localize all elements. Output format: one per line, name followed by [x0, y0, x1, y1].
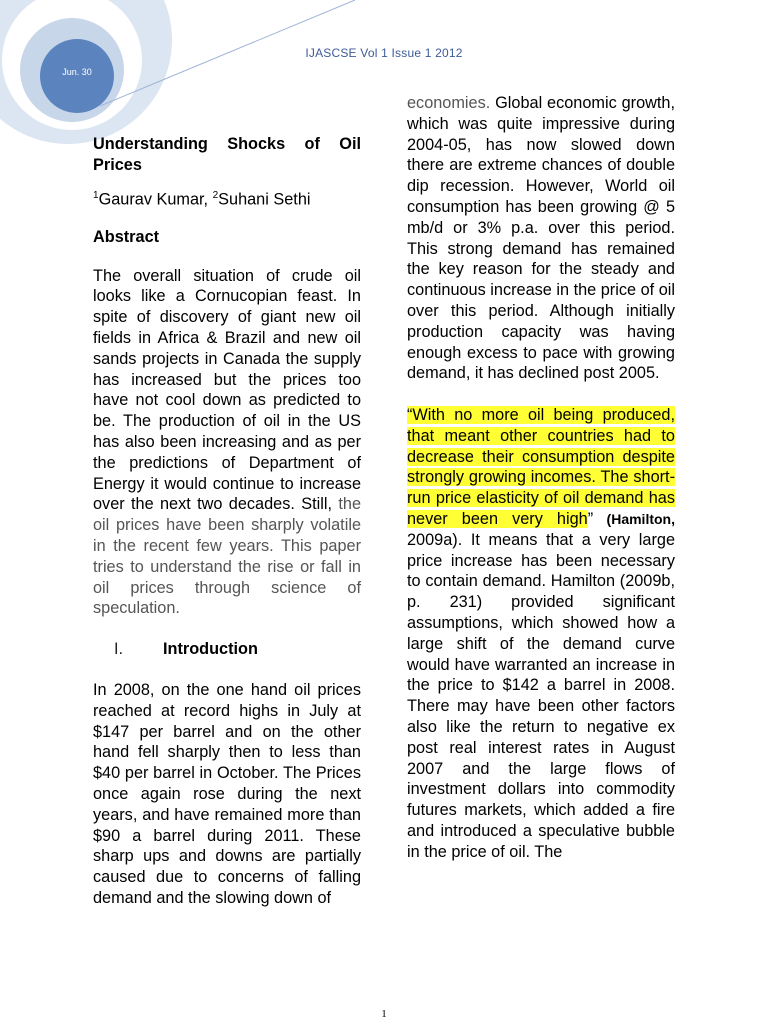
author2-number: 2	[212, 189, 219, 201]
right-paragraph-1	[407, 93, 675, 384]
highlighted-quote: “With no more oil being produced, that meant other countries had to decrease their consumption despite strongly growing incomes. The short-run price elasticity of oil demand has never been very high	[407, 405, 675, 528]
paragraph-gap	[407, 384, 675, 405]
section-heading	[93, 639, 361, 660]
abstract-heading: Abstract	[93, 227, 160, 246]
abstract-gray: the oil prices have been sharply volatile in the recent few years. This paper tries to understand the rise or fall in oil prices through science of speculation.	[93, 495, 361, 618]
right-para1-text: Global economic growth, which was quite impressive during 2004-05, has now slowed down there are extreme chances of double dip recession. However, World oil consumption has been growing @ 5 mb/d or 3% p.a. over this period. This strong demand has remained the key reason for the steady and continuous increase in the price of oil over this period. Although initially production capacity was having enough excess to pace with growing demand, it has declined post 2005.	[407, 94, 675, 383]
abstract-main: The overall situation of crude oil looks like a Cornucopian feast. In spite of discovery of giant new oil fields in Africa & Brazil and new oil sands projects in Canada the supply has increased but the prices too have not cool down as predicted to be. The production of oil in the US has also been increasing and as per the predictions of Department of Energy it would continue to increase over the next two decades. Still,	[93, 266, 361, 514]
page-number: 1	[381, 1008, 387, 1020]
right-para2-text: 2009a). It means that a very large price increase has been necessary to contain demand. Hamilton (2009b, p. 231) provided significant assumptions, which showed how a large shift of the demand curve would have warranted an increase in the price to $142 a barrel in 2008. There may have been other factors also like the return to negative ex post real interest rates in August 2007 and the large flows of investment dollars into commodity futures markets, which added a fire and introduced a speculative bubble in the price of oil. The	[407, 530, 675, 861]
right-paragraph-2	[407, 405, 675, 863]
right-column	[407, 93, 675, 862]
left-column	[93, 134, 361, 909]
quote-end: ”	[587, 509, 594, 528]
authors	[93, 186, 361, 210]
author2-name: Suhani Sethi	[218, 190, 311, 209]
citation: (Hamilton,	[593, 510, 675, 527]
journal-header: IJASCSE Vol 1 Issue 1 2012	[305, 46, 463, 60]
paper-title: Understanding Shocks of Oil Prices	[93, 135, 361, 174]
section-number: I.	[114, 640, 124, 659]
right-gray-start: economies.	[407, 94, 491, 112]
section-title: Introduction	[163, 640, 258, 659]
author1-name: Gaurav Kumar,	[98, 190, 213, 209]
abstract-text	[93, 266, 361, 620]
date-label: Jun. 30	[62, 67, 92, 77]
author1-number: 1	[93, 189, 99, 201]
intro-text: In 2008, on the one hand oil prices reached at record highs in July at $147 per barrel and on the other hand fell sharply then to less than $40 per barrel in October. The Prices once again rose during the next years, and have remained more than $90 a barrel during 2011. These sharp ups and downs are partially caused due to concerns of falling demand and the slowing down of	[93, 680, 361, 907]
